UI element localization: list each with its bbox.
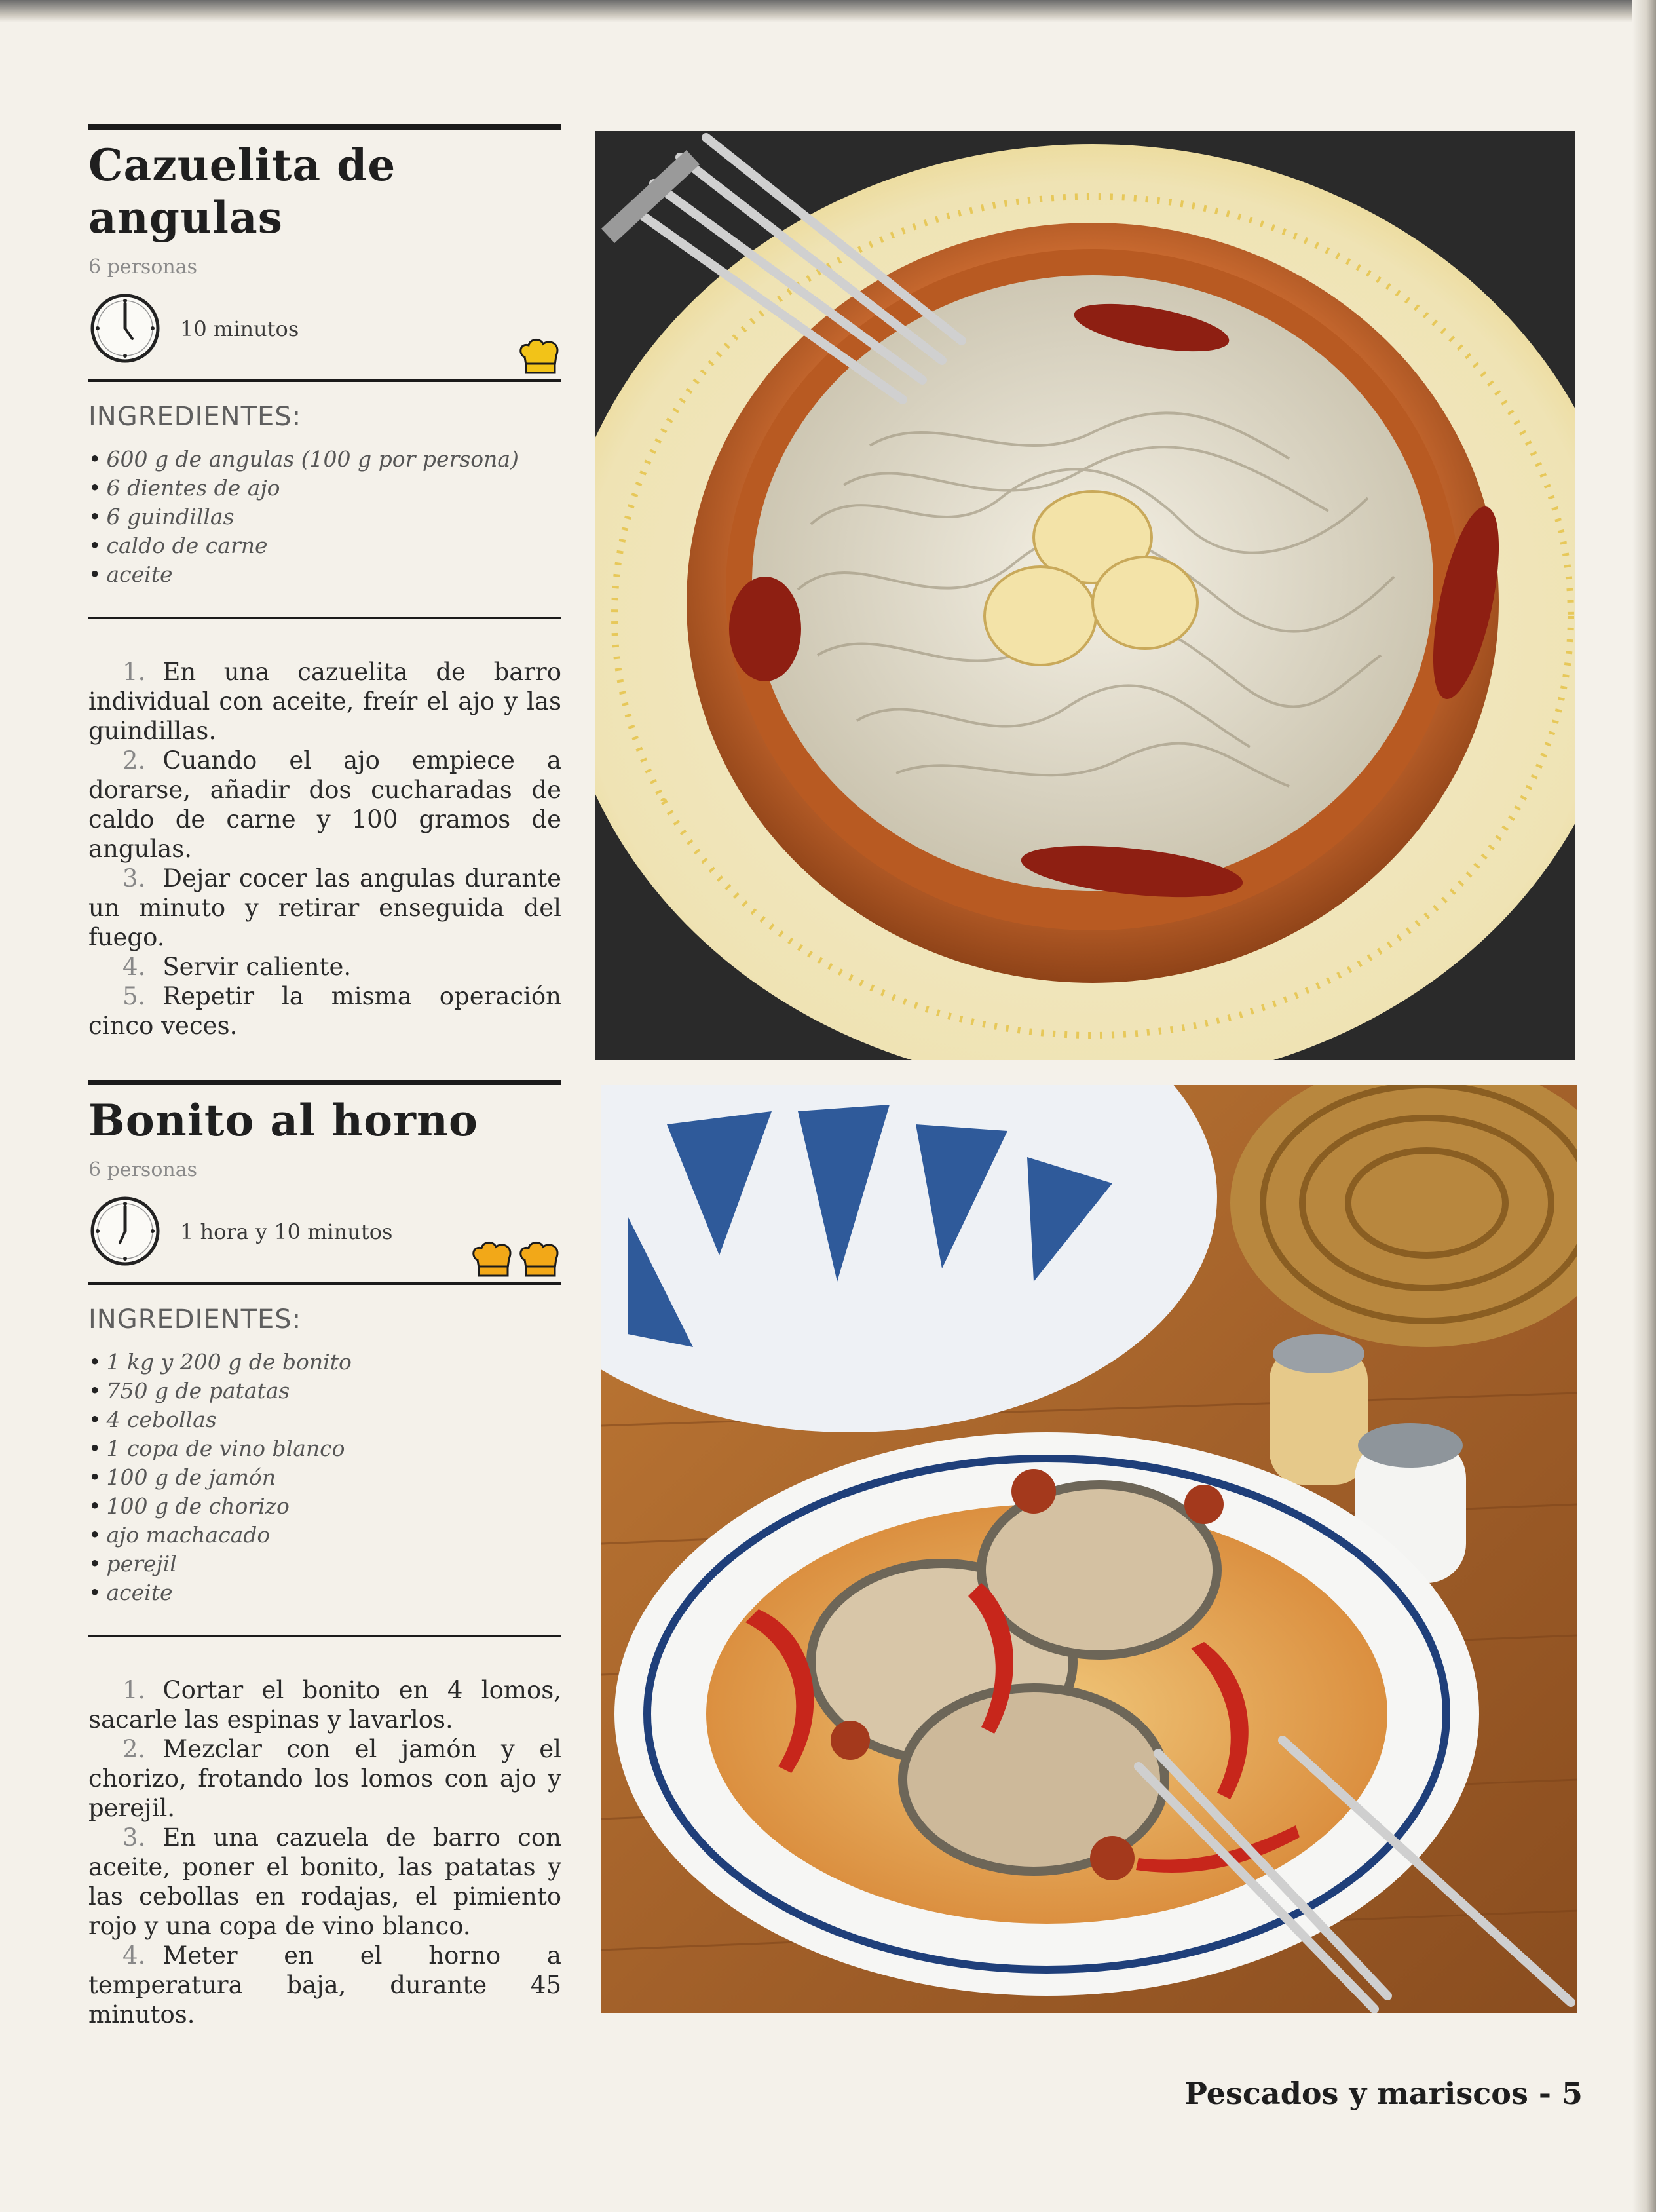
- step-text: Mezclar con el jamón y el chorizo, frotando los lomos con ajo y perejil.: [88, 1735, 561, 1822]
- chef-hat-icon: [518, 1240, 561, 1278]
- servings-text: 6 personas: [88, 256, 197, 278]
- section-rule: [88, 617, 561, 619]
- step-item: [88, 746, 561, 864]
- step-number: 3.: [122, 864, 146, 892]
- step-item: [88, 952, 561, 982]
- recipe-title: Bonito al horno: [88, 1095, 478, 1146]
- time-text: 10 minutos: [180, 316, 299, 341]
- steps-list: [88, 1675, 561, 2029]
- ingredient-item: • 1 copa de vino blanco: [88, 1434, 561, 1463]
- step-item: [88, 982, 561, 1040]
- ingredient-item: • aceite: [88, 560, 561, 589]
- step-number: 4.: [122, 953, 146, 981]
- title-rule: [88, 1080, 561, 1085]
- ingredient-item: • perejil: [88, 1550, 561, 1578]
- page-footer: Pescados y mariscos - 5: [1184, 2076, 1583, 2111]
- ingredient-item: • 600 g de angulas (100 g por persona): [88, 445, 561, 474]
- ingredients-heading: INGREDIENTES:: [88, 402, 302, 432]
- ingredients-heading: INGREDIENTES:: [88, 1305, 302, 1335]
- step-item: [88, 1941, 561, 2029]
- step-text: Repetir la misma operación cinco veces.: [88, 982, 561, 1040]
- step-item: [88, 1823, 561, 1941]
- step-item: [88, 864, 561, 952]
- step-text: Meter en el horno a temperatura baja, durante 45 minutos.: [88, 1941, 561, 2029]
- step-text: Dejar cocer las angulas durante un minuto y retirar enseguida del fuego.: [88, 864, 561, 951]
- ingredient-item: • ajo machacado: [88, 1521, 561, 1550]
- step-text: En una cazuela de barro con aceite, poner el bonito, las patatas y las cebollas en rodajas, el pimiento rojo y una copa de vino blanco.: [88, 1823, 561, 1940]
- difficulty-hats: [518, 337, 561, 375]
- ingredient-item: • 100 g de jamón: [88, 1463, 561, 1492]
- title-rule: [88, 124, 561, 130]
- section-rule: [88, 1635, 561, 1637]
- step-item: [88, 1675, 561, 1734]
- time-row: [88, 288, 561, 379]
- bonito-photo-illustration: [601, 1085, 1577, 2013]
- ingredient-item: • 100 g de chorizo: [88, 1492, 561, 1521]
- steps-list: [88, 657, 561, 1040]
- ingredient-item: • 6 dientes de ajo: [88, 474, 561, 503]
- step-number: 5.: [122, 982, 146, 1010]
- recipe-bonito: [88, 1080, 561, 2029]
- step-number: 1.: [122, 1676, 146, 1704]
- step-number: 4.: [122, 1941, 146, 1970]
- clock-icon: [88, 292, 162, 365]
- chef-hat-icon: [518, 337, 561, 375]
- recipe-title: Cazuelita de angulas: [88, 140, 396, 243]
- section-rule: [88, 1282, 561, 1285]
- clock-icon: [88, 1194, 162, 1268]
- step-text: En una cazuelita de barro individual con aceite, freír el ajo y las guindillas.: [88, 658, 561, 745]
- step-number: 2.: [122, 1735, 146, 1763]
- step-number: 1.: [122, 658, 146, 686]
- ingredient-item: • 4 cebollas: [88, 1405, 561, 1434]
- recipe-cazuelita: [88, 124, 561, 1040]
- ingredient-item: • aceite: [88, 1578, 561, 1607]
- page-top-edge: [0, 0, 1656, 22]
- angulas-photo: [595, 131, 1575, 1060]
- section-rule: [88, 379, 561, 382]
- step-text: Servir caliente.: [162, 953, 352, 981]
- ingredients-list: [88, 1348, 561, 1607]
- ingredient-item: • 750 g de patatas: [88, 1377, 561, 1405]
- step-number: 2.: [122, 746, 146, 774]
- angulas-photo-illustration: [595, 131, 1575, 1060]
- page-right-edge: [1632, 0, 1656, 2212]
- servings-text: 6 personas: [88, 1158, 197, 1181]
- step-text: Cortar el bonito en 4 lomos, sacarle las espinas y lavarlos.: [88, 1676, 561, 1734]
- time-text: 1 hora y 10 minutos: [180, 1219, 393, 1244]
- step-number: 3.: [122, 1823, 146, 1852]
- ingredients-list: [88, 445, 561, 589]
- step-text: Cuando el ajo empiece a dorarse, añadir dos cucharadas de caldo de carne y 100 gramos de angulas.: [88, 746, 561, 863]
- time-row: [88, 1191, 561, 1282]
- ingredient-item: • 6 guindillas: [88, 503, 561, 531]
- chef-hat-icon: [471, 1240, 514, 1278]
- step-item: [88, 1734, 561, 1823]
- ingredient-item: • caldo de carne: [88, 531, 561, 560]
- ingredient-item: • 1 kg y 200 g de bonito: [88, 1348, 561, 1377]
- bonito-photo: [601, 1085, 1577, 2013]
- step-item: [88, 657, 561, 746]
- difficulty-hats: [471, 1240, 561, 1278]
